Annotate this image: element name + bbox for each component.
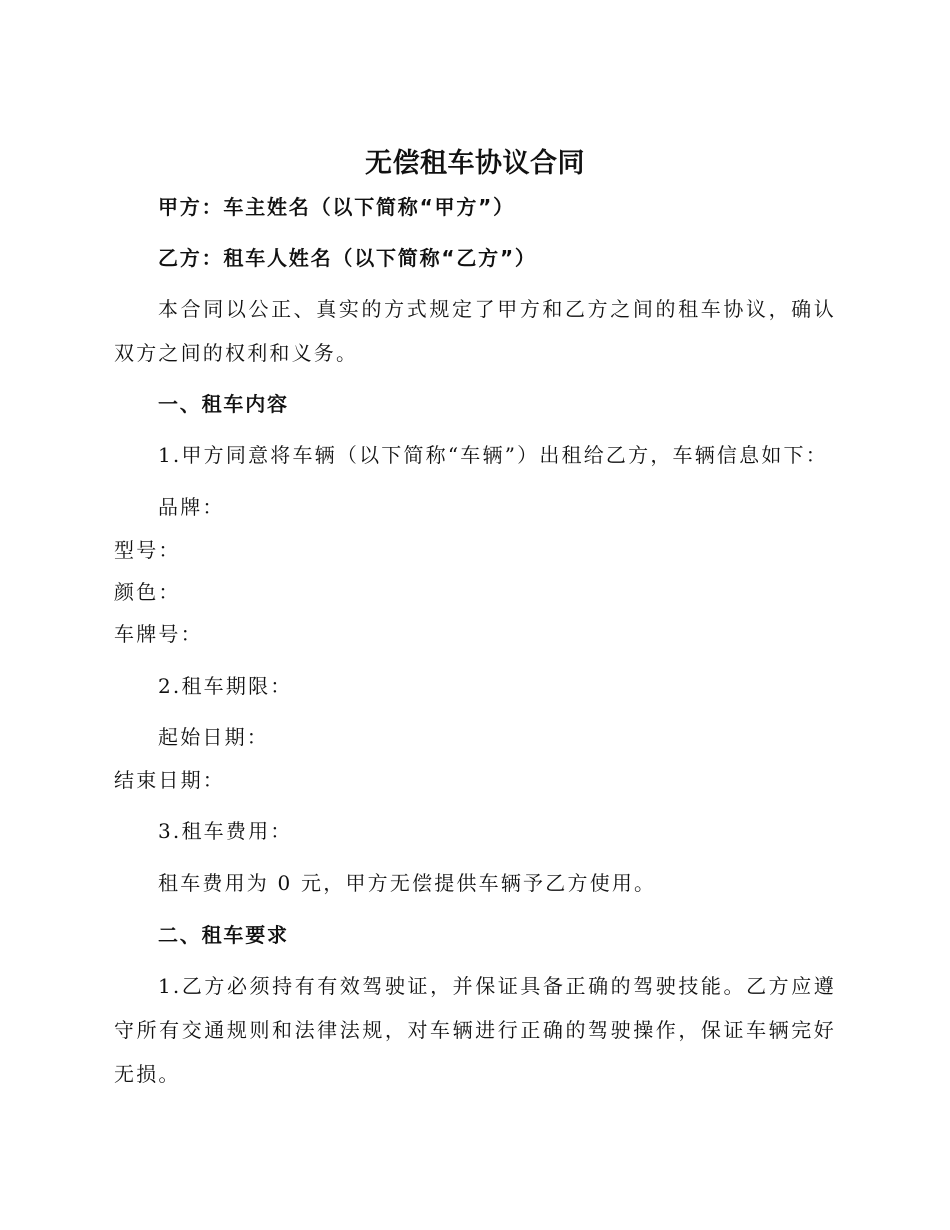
vehicle-color-label: 颜色： [114,580,181,604]
rental-fee-text: 租车费用为 0 元，甲方无偿提供车辆予乙方使用。 [158,871,657,895]
party-b-line: 乙方：租车人姓名（以下简称“乙方”） [158,246,537,270]
section2-item1: 1.乙方必须持有有效驾驶证，并保证具备正确的驾驶技能。乙方应遵守所有交通规则和法律法规，对车辆进行正确的驾驶操作，保证车辆完好无损。 [114,974,836,1086]
section1-item1: 1.甲方同意将车辆（以下简称“车辆”）出租给乙方，车辆信息如下： [158,443,828,467]
vehicle-model-label: 型号： [114,538,181,562]
party-a-line: 甲方：车主姓名（以下简称“甲方”） [158,195,515,219]
start-date-label: 起始日期： [158,725,269,749]
end-date-label: 结束日期： [114,768,225,792]
section1-item2: 2.租车期限： [158,674,293,698]
section1-heading: 一、租车内容 [158,392,289,416]
vehicle-brand-label: 品牌： [158,495,225,519]
vehicle-plate-label: 车牌号： [114,622,203,646]
document-title: 无偿租车协议合同 [365,148,585,179]
intro-paragraph: 本合同以公正、真实的方式规定了甲方和乙方之间的租车协议，确认双方之间的权利和义务。 [114,297,836,365]
section2-heading: 二、租车要求 [158,923,289,947]
section1-item3: 3.租车费用： [158,819,293,843]
